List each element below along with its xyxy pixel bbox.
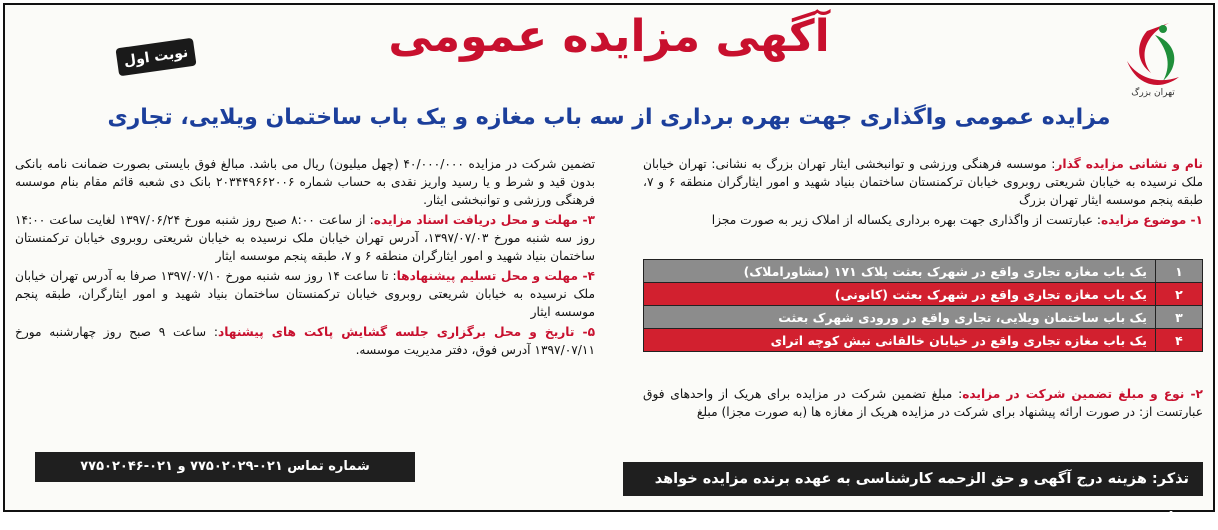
deposit-label: ۲- نوع و مبلغ تضمین شرکت در مزایده bbox=[962, 387, 1203, 401]
page-title: آگهی مزایده عمومی bbox=[388, 11, 830, 62]
submit-text: تا ساعت ۱۴ روز سه شنبه مورخ ۱۳۹۷/۰۷/۱۰ صرفا به آدرس تهران خیابان ملک نرسیده به خیابان شریعتی روبروی خیابان ترکمنستان ساختمان بنیاد شهید و امور ایثارگران، طبقه پنجم موسسه ایثار bbox=[15, 269, 595, 319]
subject-text: عبارتست از واگذاری جهت بهره برداری یکساله از املاک زیر به صورت مجزا bbox=[711, 213, 1093, 227]
footer-note: تذکر: هزینه درج آگهی و حق الزحمه کارشناسی به عهده برنده مزایده خواهد بود. bbox=[623, 462, 1203, 496]
docs-paragraph: ۳- مهلت و محل دریافت اسناد مزایده: از ساعت ۸:۰۰ صبح روز شنبه مورخ ۱۳۹۷/۰۶/۲۴ لغایت ساعت ۱۴:۰۰ روز سه شنبه مورخ ۱۳۹۷/۰۷/۰۳، آدرس تهران خیابان ملک نرسیده به خیابان شریعتی روبروی خیابان ترکمنستان ساختمان بنیاد شهید و امور ایثارگران منطقه ۶ و ۷، طبقه پنجم موسسه ایثار bbox=[15, 213, 595, 263]
deposit-cont-paragraph: تضمین شرکت در مزایده ۴۰/۰۰۰/۰۰۰ (چهل میلیون) ریال می باشد. مبالغ فوق بایستی بصورت ضمانت نامه بانکی بدون قید و شرط و یا رسید واریز نقدی به حساب شماره ۲۰۳۴۴۹۶۶۲۰۰۶ بانک دی شعبه قائم مقام بنام موسسه فرهنگی ورزشی و توانبخشی ایثار. bbox=[15, 157, 595, 207]
subject-paragraph: ۱- موضوع مزایده: عبارتست از واگذاری جهت بهره برداری یکساله از املاک زیر به صورت مجزا bbox=[711, 213, 1203, 227]
logo-caption: تهران بزرگ bbox=[1131, 88, 1175, 98]
opening-text: ساعت ۹ صبح روز چهارشنبه مورخ ۱۳۹۷/۰۷/۱۱ آدرس فوق، دفتر مدیریت موسسه. bbox=[15, 325, 595, 357]
docs-text: از ساعت ۸:۰۰ صبح روز شنبه مورخ ۱۳۹۷/۰۶/۲۴ لغایت ساعت ۱۴:۰۰ روز سه شنبه مورخ ۱۳۹۷/۰۷/۰۳، آدرس تهران خیابان ملک نرسیده به خیابان شریعتی روبروی خیابان ترکمنستان ساختمان بنیاد شهید و امور ایثارگران منطقه ۶ و ۷، طبقه پنجم موسسه ایثار bbox=[15, 213, 595, 263]
page-subtitle: مزایده عمومی واگذاری جهت بهره برداری از سه باب مغازه و یک باب ساختمان ویلایی، تجاری bbox=[107, 105, 1111, 130]
organizer-label: نام و نشانی مزایده گذار bbox=[1055, 157, 1204, 171]
organizer-paragraph: نام و نشانی مزایده گذار: موسسه فرهنگی ورزشی و توانبخشی ایثار تهران بزرگ به نشانی: تهران خیابان ملک نرسیده به خیابان شریعتی روبروی خیابان ترکمنستان ساختمان بنیاد شهید و امور ایثارگران منطقه ۶ و ۷، طبقه پنجم موسسه ایثار تهران بزرگ bbox=[643, 157, 1204, 207]
ad-page bbox=[3, 3, 1215, 521]
table-row bbox=[644, 283, 1203, 306]
deposit-text: مبلغ تضمین شرکت در مزایده برای هریک از واحدهای فوق عبارتست از: در صورت ارائه پیشنهاد برای شرکت در مزایده هریک از مغازه ها (به صورت مجزا) مبلغ bbox=[643, 387, 1203, 419]
row-text: یک باب مغازه تجاری واقع در شهرک بعثت پلاک ۱۷۱ (مشاوراملاک) bbox=[644, 260, 1156, 283]
opening-paragraph: ۵- تاریخ و محل برگزاری جلسه گشایش پاکت های پیشنهاد: ساعت ۹ صبح روز چهارشنبه مورخ ۱۳۹۷/۰۷/۱۱ آدرس فوق، دفتر مدیریت موسسه. bbox=[15, 325, 596, 357]
row-number: ۲ bbox=[1156, 283, 1203, 306]
organizer-text: موسسه فرهنگی ورزشی و توانبخشی ایثار تهران بزرگ به نشانی: تهران خیابان ملک نرسیده به خیابان شریعتی روبروی خیابان ترکمنستان ساختمان بنیاد شهید و امور ایثارگران منطقه ۶ و ۷، طبقه پنجم موسسه ایثار تهران بزرگ bbox=[643, 157, 1203, 207]
row-number: ۳ bbox=[1156, 306, 1203, 329]
deposit-block bbox=[643, 385, 1203, 423]
row-number: ۱ bbox=[1156, 260, 1203, 283]
deposit-paragraph: ۲- نوع و مبلغ تضمین شرکت در مزایده: مبلغ تضمین شرکت در مزایده برای هریک از واحدهای فوق عبارتست از: در صورت ارائه پیشنهاد برای شرکت در مزایده هریک از مغازه ها (به صورت مجزا) مبلغ bbox=[643, 387, 1203, 419]
contact-phone: شماره تماس ۰۲۱-۷۷۵۰۲۰۲۹ و ۰۲۱-۷۷۵۰۲۰۴۶ bbox=[35, 452, 415, 482]
table-row bbox=[644, 306, 1203, 329]
round-badge: نوبت اول bbox=[115, 38, 196, 77]
row-text: یک باب مغازه تجاری واقع در خیابان خالقانی نبش کوچه اترای bbox=[644, 329, 1156, 352]
table-row bbox=[644, 260, 1203, 283]
row-text: یک باب ساختمان ویلایی، تجاری واقع در ورودی شهرک بعثت bbox=[644, 306, 1156, 329]
table-row bbox=[644, 329, 1203, 352]
submit-paragraph: ۴- مهلت و محل تسلیم پیشنهادها: تا ساعت ۱۴ روز سه شنبه مورخ ۱۳۹۷/۰۷/۱۰ صرفا به آدرس تهران خیابان ملک نرسیده به خیابان شریعتی روبروی خیابان ترکمنستان ساختمان بنیاد شهید و امور ایثارگران، طبقه پنجم موسسه ایثار bbox=[15, 269, 595, 319]
property-table bbox=[643, 259, 1203, 352]
opening-label: ۵- تاریخ و محل برگزاری جلسه گشایش پاکت های پیشنهاد bbox=[217, 325, 596, 339]
row-number: ۴ bbox=[1156, 329, 1203, 352]
row-text: یک باب مغازه تجاری واقع در شهرک بعثت (کانونی) bbox=[644, 283, 1156, 306]
submit-label: ۴- مهلت و محل تسلیم پیشنهادها bbox=[396, 269, 595, 283]
right-column bbox=[643, 155, 1203, 231]
docs-label: ۳- مهلت و محل دریافت اسناد مزایده bbox=[373, 213, 595, 227]
left-column bbox=[15, 155, 595, 361]
subject-label: ۱- موضوع مزایده bbox=[1100, 213, 1203, 227]
